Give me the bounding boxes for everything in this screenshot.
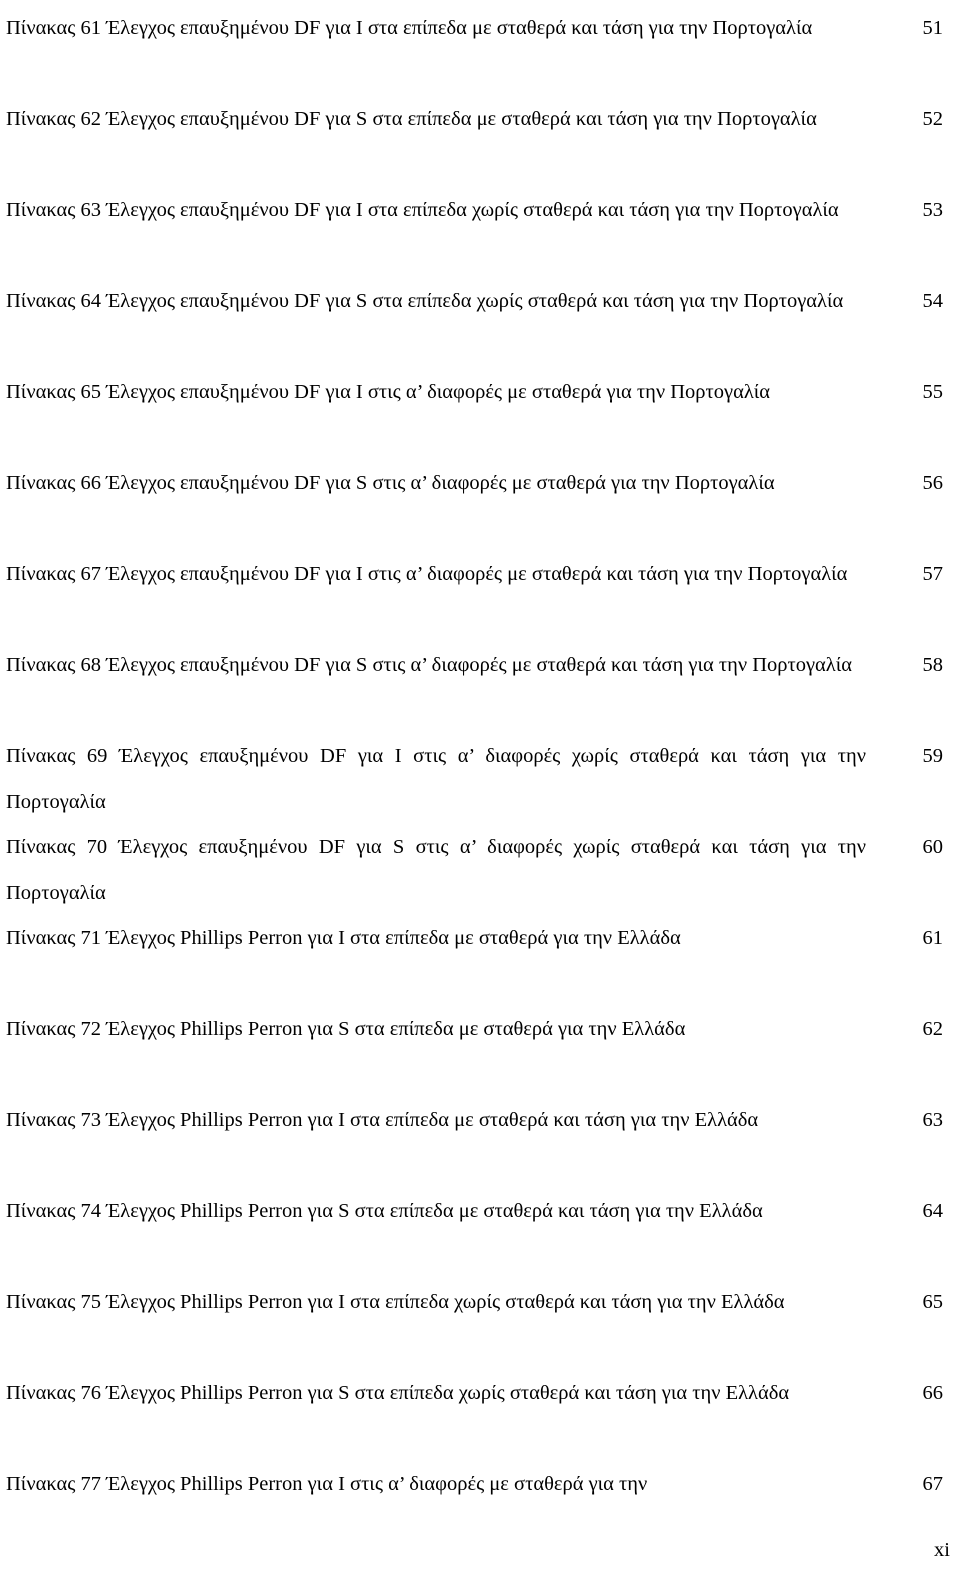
toc-entry-title: Πίνακας 75 Έλεγχος Phillips Perron για I στα επίπεδα χωρίς σταθερά και τάση για την Ελλάδα [6, 1291, 785, 1313]
toc-entry[interactable] [6, 1, 946, 92]
toc-entry-title: Πίνακας 61 Έλεγχος επαυξημένου DF για I στα επίπεδα με σταθερά και τάση για την Πορτογαλία [6, 17, 813, 39]
toc-entry[interactable] [6, 1366, 946, 1457]
toc-entry[interactable] [6, 456, 946, 547]
toc-entry[interactable] [6, 92, 946, 183]
toc-entry-title: Πίνακας 69 Έλεγχος επαυξημένου DF για I στις α’ διαφορές χωρίς σταθερά και τάση για την Πορτογαλία [6, 745, 866, 813]
toc-entry-title: Πίνακας 63 Έλεγχος επαυξημένου DF για I στα επίπεδα χωρίς σταθερά και τάση για την Πορτογαλία [6, 199, 839, 221]
page-number: xi [934, 1539, 950, 1561]
toc-entry-page: 66 [922, 1382, 943, 1404]
toc-entry-page: 56 [922, 472, 943, 494]
toc-entry-page: 53 [922, 199, 943, 221]
toc-entry-title: Πίνακας 73 Έλεγχος Phillips Perron για I στα επίπεδα με σταθερά και τάση για την Ελλάδα [6, 1109, 759, 1131]
toc-entry-title: Πίνακας 62 Έλεγχος επαυξημένου DF για S στα επίπεδα με σταθερά και τάση για την Πορτογαλία [6, 108, 817, 130]
toc-entry-page: 64 [922, 1200, 943, 1222]
toc-entry-page: 62 [922, 1018, 943, 1040]
toc-entry[interactable] [6, 547, 946, 638]
toc-entry-title: Πίνακας 67 Έλεγχος επαυξημένου DF για I στις α’ διαφορές με σταθερά και τάση για την Πορτογαλία [6, 563, 848, 585]
toc-entry[interactable] [6, 365, 946, 456]
table-of-tables-list [6, 0, 946, 1548]
toc-entry[interactable] [6, 1093, 946, 1184]
toc-entry-title: Πίνακας 72 Έλεγχος Phillips Perron για S στα επίπεδα με σταθερά για την Ελλάδα [6, 1018, 686, 1040]
toc-entry-page: 67 [922, 1473, 943, 1495]
toc-entry[interactable] [6, 911, 946, 1002]
toc-entry-page: 51 [922, 17, 943, 39]
toc-entry-page: 52 [922, 108, 943, 130]
toc-entry[interactable] [6, 820, 946, 911]
toc-entry-page: 55 [922, 381, 943, 403]
toc-entry-page: 58 [922, 654, 943, 676]
toc-entry[interactable] [6, 729, 946, 820]
toc-entry-title: Πίνακας 76 Έλεγχος Phillips Perron για S στα επίπεδα χωρίς σταθερά και τάση για την Ελλάδα [6, 1382, 790, 1404]
toc-entry-page: 65 [922, 1291, 943, 1313]
toc-entry-page: 57 [922, 563, 943, 585]
toc-entry[interactable] [6, 183, 946, 274]
toc-entry-title: Πίνακας 64 Έλεγχος επαυξημένου DF για S στα επίπεδα χωρίς σταθερά και τάση για την Πορτογαλία [6, 290, 844, 312]
toc-entry[interactable] [6, 274, 946, 365]
toc-entry-page: 54 [922, 290, 943, 312]
toc-entry[interactable] [6, 1275, 946, 1366]
toc-entry[interactable] [6, 1002, 946, 1093]
toc-entry-title: Πίνακας 74 Έλεγχος Phillips Perron για S στα επίπεδα με σταθερά και τάση για την Ελλάδα [6, 1200, 763, 1222]
toc-entry-title: Πίνακας 68 Έλεγχος επαυξημένου DF για S στις α’ διαφορές με σταθερά και τάση για την Πορτογαλία [6, 654, 852, 676]
toc-entry-page: 60 [922, 836, 943, 858]
toc-entry-page: 59 [922, 745, 943, 767]
toc-entry-title: Πίνακας 70 Έλεγχος επαυξημένου DF για S στις α’ διαφορές χωρίς σταθερά και τάση για την Πορτογαλία [6, 836, 866, 904]
toc-entry-page: 61 [922, 927, 943, 949]
toc-entry[interactable] [6, 1184, 946, 1275]
toc-entry-title: Πίνακας 65 Έλεγχος επαυξημένου DF για I στις α’ διαφορές με σταθερά για την Πορτογαλία [6, 381, 771, 403]
toc-entry[interactable] [6, 1457, 946, 1548]
toc-entry-title: Πίνακας 71 Έλεγχος Phillips Perron για I στα επίπεδα με σταθερά για την Ελλάδα [6, 927, 681, 949]
toc-entry[interactable] [6, 638, 946, 729]
toc-entry-page: 63 [922, 1109, 943, 1131]
toc-entry-title: Πίνακας 66 Έλεγχος επαυξημένου DF για S στις α’ διαφορές με σταθερά για την Πορτογαλία [6, 472, 775, 494]
toc-entry-title: Πίνακας 77 Έλεγχος Phillips Perron για I στις α’ διαφορές με σταθερά για την [6, 1473, 648, 1495]
